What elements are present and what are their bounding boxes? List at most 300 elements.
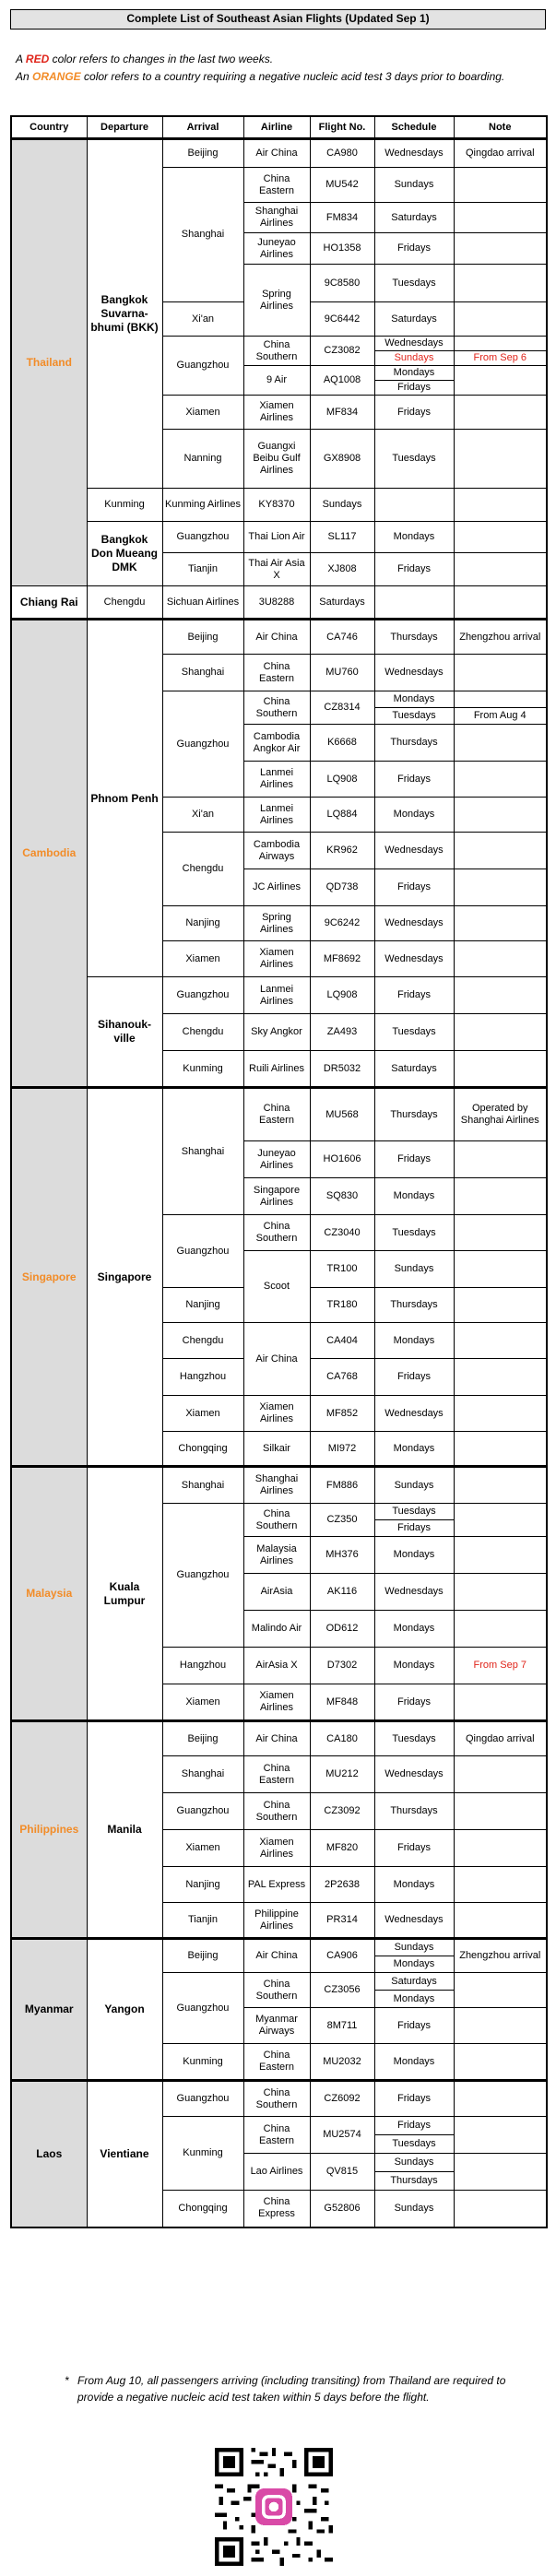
- note-cell: Operated by Shanghai Airlines: [454, 1088, 547, 1141]
- arrival-cell: Shanghai: [162, 1756, 243, 1793]
- arrival-cell: Guangzhou: [162, 977, 243, 1014]
- arrival-cell: Kunming: [162, 1051, 243, 1088]
- airline-cell: China Southern: [243, 2081, 310, 2117]
- schedule-cell: Mondays: [374, 1991, 454, 2008]
- note-cell: [454, 906, 547, 941]
- note-cell: [454, 233, 547, 265]
- airline-cell: Ruili Airlines: [243, 1051, 310, 1088]
- note-cell: [454, 1903, 547, 1939]
- flight-cell: 9C6242: [310, 906, 374, 941]
- footnote-text: From Aug 10, all passengers arriving (including transiting) from Thailand are required to provide a negative nucleic acid test taken within 5 days before the flight.: [77, 2374, 506, 2404]
- flight-cell: 2P2638: [310, 1867, 374, 1903]
- schedule-cell: Fridays: [374, 1520, 454, 1537]
- airline-cell: China Eastern: [243, 168, 310, 203]
- schedule-cell: Saturdays: [374, 1051, 454, 1088]
- note-cell: [454, 1867, 547, 1903]
- note-cell: [454, 2191, 547, 2227]
- schedule-cell: Tuesdays: [374, 1721, 454, 1756]
- note-cell: [454, 798, 547, 833]
- flight-cell: QD738: [310, 869, 374, 906]
- schedule-cell: Wednesdays: [374, 906, 454, 941]
- schedule-cell: Mondays: [374, 798, 454, 833]
- schedule-cell: Mondays: [374, 1867, 454, 1903]
- note-cell: [454, 1467, 547, 1504]
- country-cell: Singapore: [11, 1088, 87, 1467]
- arrival-cell: Guangzhou: [162, 1504, 243, 1648]
- airline-cell: Malindo Air: [243, 1611, 310, 1648]
- arrival-cell: Beijing: [162, 620, 243, 655]
- note-cell: [454, 168, 547, 203]
- airline-cell: Guangxi Beibu Gulf Airlines: [243, 430, 310, 489]
- note-cell: From Sep 6: [454, 351, 547, 366]
- airline-cell: China Eastern: [243, 2117, 310, 2154]
- flight-cell: FM834: [310, 203, 374, 233]
- airline-cell: PAL Express: [243, 1867, 310, 1903]
- airline-cell: Philippine Airlines: [243, 1903, 310, 1939]
- schedule-cell: Thursdays: [374, 620, 454, 655]
- flight-cell: MF820: [310, 1830, 374, 1867]
- flight-cell: AK116: [310, 1574, 374, 1611]
- flight-cell: K6668: [310, 725, 374, 762]
- arrival-cell: Guangzhou: [162, 2081, 243, 2117]
- note-cell: [454, 522, 547, 553]
- airline-cell: Spring Airlines: [243, 265, 310, 337]
- arrival-cell: Xiamen: [162, 941, 243, 977]
- airline-cell: Sichuan Airlines: [162, 586, 243, 620]
- flight-cell: MH376: [310, 1537, 374, 1574]
- schedule-cell: Fridays: [374, 1359, 454, 1396]
- group-philippines: [11, 1721, 547, 1939]
- schedule-cell: Wednesdays: [374, 1396, 454, 1432]
- flight-cell: CA906: [310, 1939, 374, 1973]
- schedule-cell: Tuesdays: [374, 708, 454, 725]
- note-cell: [454, 725, 547, 762]
- airline-cell: Air China: [243, 620, 310, 655]
- intro-text-part: color refers to a country requiring a negative nucleic acid test 3 days prior to boarding.: [80, 70, 505, 83]
- table-row: [11, 1467, 547, 1504]
- arrival-cell: Kunming: [87, 489, 162, 522]
- airline-cell: China Southern: [243, 1793, 310, 1830]
- note-cell: [454, 302, 547, 337]
- schedule-cell: Wednesdays: [374, 337, 454, 351]
- note-cell: [454, 869, 547, 906]
- note-cell: [454, 1756, 547, 1793]
- departure-cell: Yangon: [87, 1939, 162, 2081]
- table-row: [11, 620, 547, 655]
- flight-cell: CA768: [310, 1359, 374, 1396]
- schedule-cell: Wednesdays: [374, 1574, 454, 1611]
- arrival-cell: Chengdu: [162, 1014, 243, 1051]
- flight-cell: MU760: [310, 655, 374, 691]
- flights-table: [10, 115, 548, 2228]
- airline-cell: Malaysia Airlines: [243, 1537, 310, 1574]
- note-cell: [454, 366, 547, 396]
- flight-cell: MU212: [310, 1756, 374, 1793]
- flight-cell: PR314: [310, 1903, 374, 1939]
- table-row: [11, 977, 547, 1014]
- flight-cell: CZ6092: [310, 2081, 374, 2117]
- header-schedule: Schedule: [374, 116, 454, 139]
- arrival-cell: Kunming: [162, 2117, 243, 2191]
- flight-cell: FM886: [310, 1467, 374, 1504]
- departure-cell: Manila: [87, 1721, 162, 1939]
- arrival-cell: Hangzhou: [162, 1359, 243, 1396]
- intro-text-part: An: [16, 70, 33, 83]
- arrival-cell: Nanjing: [162, 1867, 243, 1903]
- schedule-cell: Fridays: [374, 1830, 454, 1867]
- note-cell: [454, 1574, 547, 1611]
- schedule-cell: Fridays: [374, 2117, 454, 2135]
- arrival-cell: Xiamen: [162, 1684, 243, 1721]
- departure-cell: Bangkok Suvarna-bhumi (BKK): [87, 139, 162, 489]
- departure-cell: Chiang Rai: [11, 586, 87, 620]
- arrival-cell: Chengdu: [87, 586, 162, 620]
- note-cell: [454, 1014, 547, 1051]
- arrival-cell: Guangzhou: [162, 337, 243, 396]
- intro-text-part: A: [16, 53, 26, 65]
- schedule-cell: Saturdays: [374, 1973, 454, 1991]
- group-malaysia: [11, 1467, 547, 1721]
- note-cell: [454, 430, 547, 489]
- arrival-cell: Kunming: [162, 2044, 243, 2081]
- flight-cell: KR962: [310, 833, 374, 869]
- schedule-cell: Sundays: [374, 168, 454, 203]
- arrival-cell: Xiamen: [162, 1396, 243, 1432]
- airline-cell: Lao Airlines: [243, 2154, 310, 2191]
- arrival-cell: Chengdu: [162, 833, 243, 906]
- schedule-cell: Wednesdays: [374, 833, 454, 869]
- flight-cell: D7302: [310, 1648, 374, 1684]
- note-cell: [454, 833, 547, 869]
- flight-cell: AQ1008: [310, 366, 374, 396]
- schedule-cell: Sundays: [374, 1251, 454, 1288]
- airline-cell: China Eastern: [243, 1088, 310, 1141]
- airline-cell: Myanmar Airways: [243, 2008, 310, 2044]
- note-cell: Qingdao arrival: [454, 1721, 547, 1756]
- flight-cell: LQ908: [310, 977, 374, 1014]
- note-cell: [454, 1973, 547, 2008]
- arrival-cell: Xiamen: [162, 1830, 243, 1867]
- note-cell: From Aug 4: [454, 708, 547, 725]
- airline-cell: Shanghai Airlines: [243, 203, 310, 233]
- schedule-cell: Mondays: [374, 691, 454, 708]
- schedule-cell: Tuesdays: [374, 430, 454, 489]
- airline-cell: Xiamen Airlines: [243, 941, 310, 977]
- airline-cell: China Southern: [243, 691, 310, 725]
- schedule-cell: Sundays: [374, 2154, 454, 2172]
- flight-cell: CA180: [310, 1721, 374, 1756]
- schedule-cell: Tuesdays: [374, 1504, 454, 1520]
- table-row: [11, 1721, 547, 1756]
- group-thailand: [11, 139, 547, 620]
- airline-cell: China Southern: [243, 1504, 310, 1537]
- table-row: [11, 522, 547, 553]
- airline-cell: China Southern: [243, 1215, 310, 1251]
- airline-cell: Shanghai Airlines: [243, 1467, 310, 1504]
- flight-cell: ZA493: [310, 1014, 374, 1051]
- group-cambodia: [11, 620, 547, 1088]
- airline-cell: AirAsia: [243, 1574, 310, 1611]
- flight-cell: MI972: [310, 1432, 374, 1467]
- flight-cell: CA746: [310, 620, 374, 655]
- flight-cell: SL117: [310, 522, 374, 553]
- airline-cell: Silkair: [243, 1432, 310, 1467]
- airline-cell: Thai Air Asia X: [243, 553, 310, 586]
- schedule-cell: Mondays: [374, 1178, 454, 1215]
- arrival-cell: Guangzhou: [162, 522, 243, 553]
- schedule-cell: Mondays: [374, 1537, 454, 1574]
- note-cell: [454, 1141, 547, 1178]
- note-cell: [374, 489, 454, 522]
- note-cell: [454, 203, 547, 233]
- schedule-cell: Thursdays: [374, 1088, 454, 1141]
- airline-cell: China Eastern: [243, 2044, 310, 2081]
- arrival-cell: Chengdu: [162, 1323, 243, 1359]
- airline-cell: Cambodia Angkor Air: [243, 725, 310, 762]
- arrival-cell: Guangzhou: [162, 1973, 243, 2044]
- airline-cell: China Southern: [243, 337, 310, 366]
- schedule-cell: Wednesdays: [374, 139, 454, 168]
- schedule-cell: Sundays: [374, 1467, 454, 1504]
- airline-cell: 9 Air: [243, 366, 310, 396]
- arrival-cell: Chongqing: [162, 1432, 243, 1467]
- country-cell: Philippines: [11, 1721, 87, 1939]
- note-cell: [454, 762, 547, 798]
- group-myanmar: [11, 1939, 547, 2081]
- arrival-cell: Shanghai: [162, 1088, 243, 1215]
- flight-cell: LQ884: [310, 798, 374, 833]
- flight-cell: CZ3056: [310, 1973, 374, 2008]
- flight-cell: 3U8288: [243, 586, 310, 620]
- flight-cell: MF848: [310, 1684, 374, 1721]
- country-cell: Malaysia: [11, 1467, 87, 1721]
- airline-cell: China Express: [243, 2191, 310, 2227]
- country-cell: Cambodia: [11, 620, 87, 1088]
- footnote: [65, 2372, 529, 2405]
- note-cell: Zhengzhou arrival: [454, 620, 547, 655]
- note-cell: [454, 1051, 547, 1088]
- table-row: [11, 139, 547, 168]
- note-cell: Qingdao arrival: [454, 139, 547, 168]
- table-row: [11, 1939, 547, 1956]
- flight-cell: HO1606: [310, 1141, 374, 1178]
- schedule-cell: Fridays: [374, 2008, 454, 2044]
- arrival-cell: Guangzhou: [162, 1793, 243, 1830]
- flight-cell: MU2574: [310, 2117, 374, 2154]
- arrival-cell: Nanning: [162, 430, 243, 489]
- schedule-cell: Thursdays: [374, 725, 454, 762]
- airline-cell: Kunming Airlines: [162, 489, 243, 522]
- schedule-cell: Thursdays: [374, 1288, 454, 1323]
- schedule-cell: Tuesdays: [374, 265, 454, 302]
- note-cell: [454, 1793, 547, 1830]
- flight-cell: XJ808: [310, 553, 374, 586]
- departure-cell: Vientiane: [87, 2081, 162, 2227]
- arrival-cell: Nanjing: [162, 1288, 243, 1323]
- note-cell: [454, 1830, 547, 1867]
- note-cell: [454, 1537, 547, 1574]
- flight-cell: MF8692: [310, 941, 374, 977]
- flight-cell: CZ3040: [310, 1215, 374, 1251]
- page-title: Complete List of Southeast Asian Flights (Updated Sep 1): [10, 9, 546, 30]
- schedule-cell: Fridays: [374, 869, 454, 906]
- departure-cell: Singapore: [87, 1088, 162, 1467]
- flight-cell: DR5032: [310, 1051, 374, 1088]
- arrival-cell: Shanghai: [162, 655, 243, 691]
- flight-cell: 9C8580: [310, 265, 374, 302]
- note-cell: [374, 586, 454, 620]
- note-cell: [454, 941, 547, 977]
- arrival-cell: Xi'an: [162, 798, 243, 833]
- flight-cell: CZ8314: [310, 691, 374, 725]
- flight-cell: CZ350: [310, 1504, 374, 1537]
- schedule-cell: Sundays: [374, 2191, 454, 2227]
- airline-cell: Air China: [243, 1721, 310, 1756]
- note-cell: [454, 1504, 547, 1537]
- header-note: Note: [454, 116, 547, 139]
- arrival-cell: Xiamen: [162, 396, 243, 430]
- airline-cell: Juneyao Airlines: [243, 233, 310, 265]
- header-departure: Departure: [87, 116, 162, 139]
- header-airline: Airline: [243, 116, 310, 139]
- airline-cell: Spring Airlines: [243, 906, 310, 941]
- schedule-cell: Sundays: [310, 489, 374, 522]
- airline-cell: Lanmei Airlines: [243, 798, 310, 833]
- departure-cell: Phnom Penh: [87, 620, 162, 977]
- schedule-cell: Fridays: [374, 1141, 454, 1178]
- schedule-cell: Mondays: [374, 1323, 454, 1359]
- note-cell: [454, 977, 547, 1014]
- airline-cell: Juneyao Airlines: [243, 1141, 310, 1178]
- flight-cell: OD612: [310, 1611, 374, 1648]
- departure-cell: Kuala Lumpur: [87, 1467, 162, 1721]
- note-cell: [454, 2117, 547, 2154]
- schedule-cell: Fridays: [374, 396, 454, 430]
- schedule-cell: Fridays: [374, 2081, 454, 2117]
- note-cell: [454, 2044, 547, 2081]
- note-cell: [454, 265, 547, 302]
- schedule-cell: Saturdays: [374, 302, 454, 337]
- note-cell: [454, 2154, 547, 2191]
- schedule-cell: Wednesdays: [374, 941, 454, 977]
- flight-cell: KY8370: [243, 489, 310, 522]
- flight-cell: CZ3092: [310, 1793, 374, 1830]
- header-arrival: Arrival: [162, 116, 243, 139]
- schedule-cell: Wednesdays: [374, 1756, 454, 1793]
- schedule-cell: Tuesdays: [374, 2135, 454, 2154]
- schedule-cell: Fridays: [374, 381, 454, 396]
- table-row: [11, 1088, 547, 1141]
- flight-cell: MF834: [310, 396, 374, 430]
- flight-cell: GX8908: [310, 430, 374, 489]
- table-header-row: [11, 116, 547, 139]
- arrival-cell: Beijing: [162, 1721, 243, 1756]
- group-singapore: [11, 1088, 547, 1467]
- flight-cell: CA980: [310, 139, 374, 168]
- flight-cell: TR100: [310, 1251, 374, 1288]
- airline-cell: Xiamen Airlines: [243, 1830, 310, 1867]
- flight-cell: QV815: [310, 2154, 374, 2191]
- qr-code-icon: [215, 2448, 333, 2566]
- note-cell: Zhengzhou arrival: [454, 1939, 547, 1973]
- flight-cell: MU568: [310, 1088, 374, 1141]
- note-cell: [454, 553, 547, 586]
- arrival-cell: Beijing: [162, 139, 243, 168]
- asterisk-icon: *: [65, 2374, 69, 2387]
- note-cell: [454, 1396, 547, 1432]
- airline-cell: Cambodia Airways: [243, 833, 310, 869]
- note-cell: [454, 1251, 547, 1288]
- country-cell: Thailand: [11, 139, 87, 586]
- departure-cell: Sihanouk-ville: [87, 977, 162, 1088]
- flight-cell: CZ3082: [310, 337, 374, 366]
- airline-cell: Air China: [243, 1323, 310, 1396]
- airline-cell: Scoot: [243, 1251, 310, 1323]
- header-country: Country: [11, 116, 87, 139]
- schedule-cell: Mondays: [374, 1648, 454, 1684]
- note-cell: [454, 2081, 547, 2117]
- flight-cell: 8M711: [310, 2008, 374, 2044]
- schedule-cell: Wednesdays: [374, 655, 454, 691]
- note-cell: [454, 655, 547, 691]
- airline-cell: China Southern: [243, 1973, 310, 2008]
- flights-table-wrapper: [10, 115, 546, 2228]
- schedule-cell: Fridays: [374, 553, 454, 586]
- schedule-cell: Sundays: [374, 1939, 454, 1956]
- arrival-cell: Guangzhou: [162, 1215, 243, 1288]
- arrival-cell: Tianjin: [162, 553, 243, 586]
- table-row: [11, 2081, 547, 2117]
- intro-text: [16, 51, 546, 86]
- country-cell: Laos: [11, 2081, 87, 2227]
- intro-line-orange: [16, 68, 546, 86]
- note-cell: [454, 1684, 547, 1721]
- schedule-cell: Tuesdays: [374, 1014, 454, 1051]
- flight-cell: MU2032: [310, 2044, 374, 2081]
- intro-text-part: color refers to changes in the last two weeks.: [49, 53, 274, 65]
- airline-cell: Thai Lion Air: [243, 522, 310, 553]
- arrival-cell: Xi'an: [162, 302, 243, 337]
- airline-cell: Lanmei Airlines: [243, 762, 310, 798]
- airline-cell: Xiamen Airlines: [243, 1396, 310, 1432]
- schedule-cell: Tuesdays: [374, 1215, 454, 1251]
- table-row: [11, 586, 547, 620]
- airline-cell: China Eastern: [243, 655, 310, 691]
- arrival-cell: Tianjin: [162, 1903, 243, 1939]
- note-cell: [454, 1359, 547, 1396]
- note-cell: [454, 1611, 547, 1648]
- airline-cell: JC Airlines: [243, 869, 310, 906]
- airline-cell: Singapore Airlines: [243, 1178, 310, 1215]
- arrival-cell: Guangzhou: [162, 691, 243, 798]
- note-cell: [454, 691, 547, 708]
- note-cell: [454, 1323, 547, 1359]
- airline-cell: AirAsia X: [243, 1648, 310, 1684]
- group-laos: [11, 2081, 547, 2227]
- note-cell: [454, 1215, 547, 1251]
- flight-cell: HO1358: [310, 233, 374, 265]
- arrival-cell: Beijing: [162, 1939, 243, 1973]
- red-keyword: RED: [25, 53, 50, 65]
- schedule-cell: Wednesdays: [374, 1903, 454, 1939]
- airline-cell: Lanmei Airlines: [243, 977, 310, 1014]
- schedule-cell: Mondays: [374, 522, 454, 553]
- flight-cell: 9C6442: [310, 302, 374, 337]
- airline-cell: Xiamen Airlines: [243, 396, 310, 430]
- header-flight-no: Flight No.: [310, 116, 374, 139]
- schedule-cell: Thursdays: [374, 2172, 454, 2191]
- orange-keyword: ORANGE: [32, 70, 81, 83]
